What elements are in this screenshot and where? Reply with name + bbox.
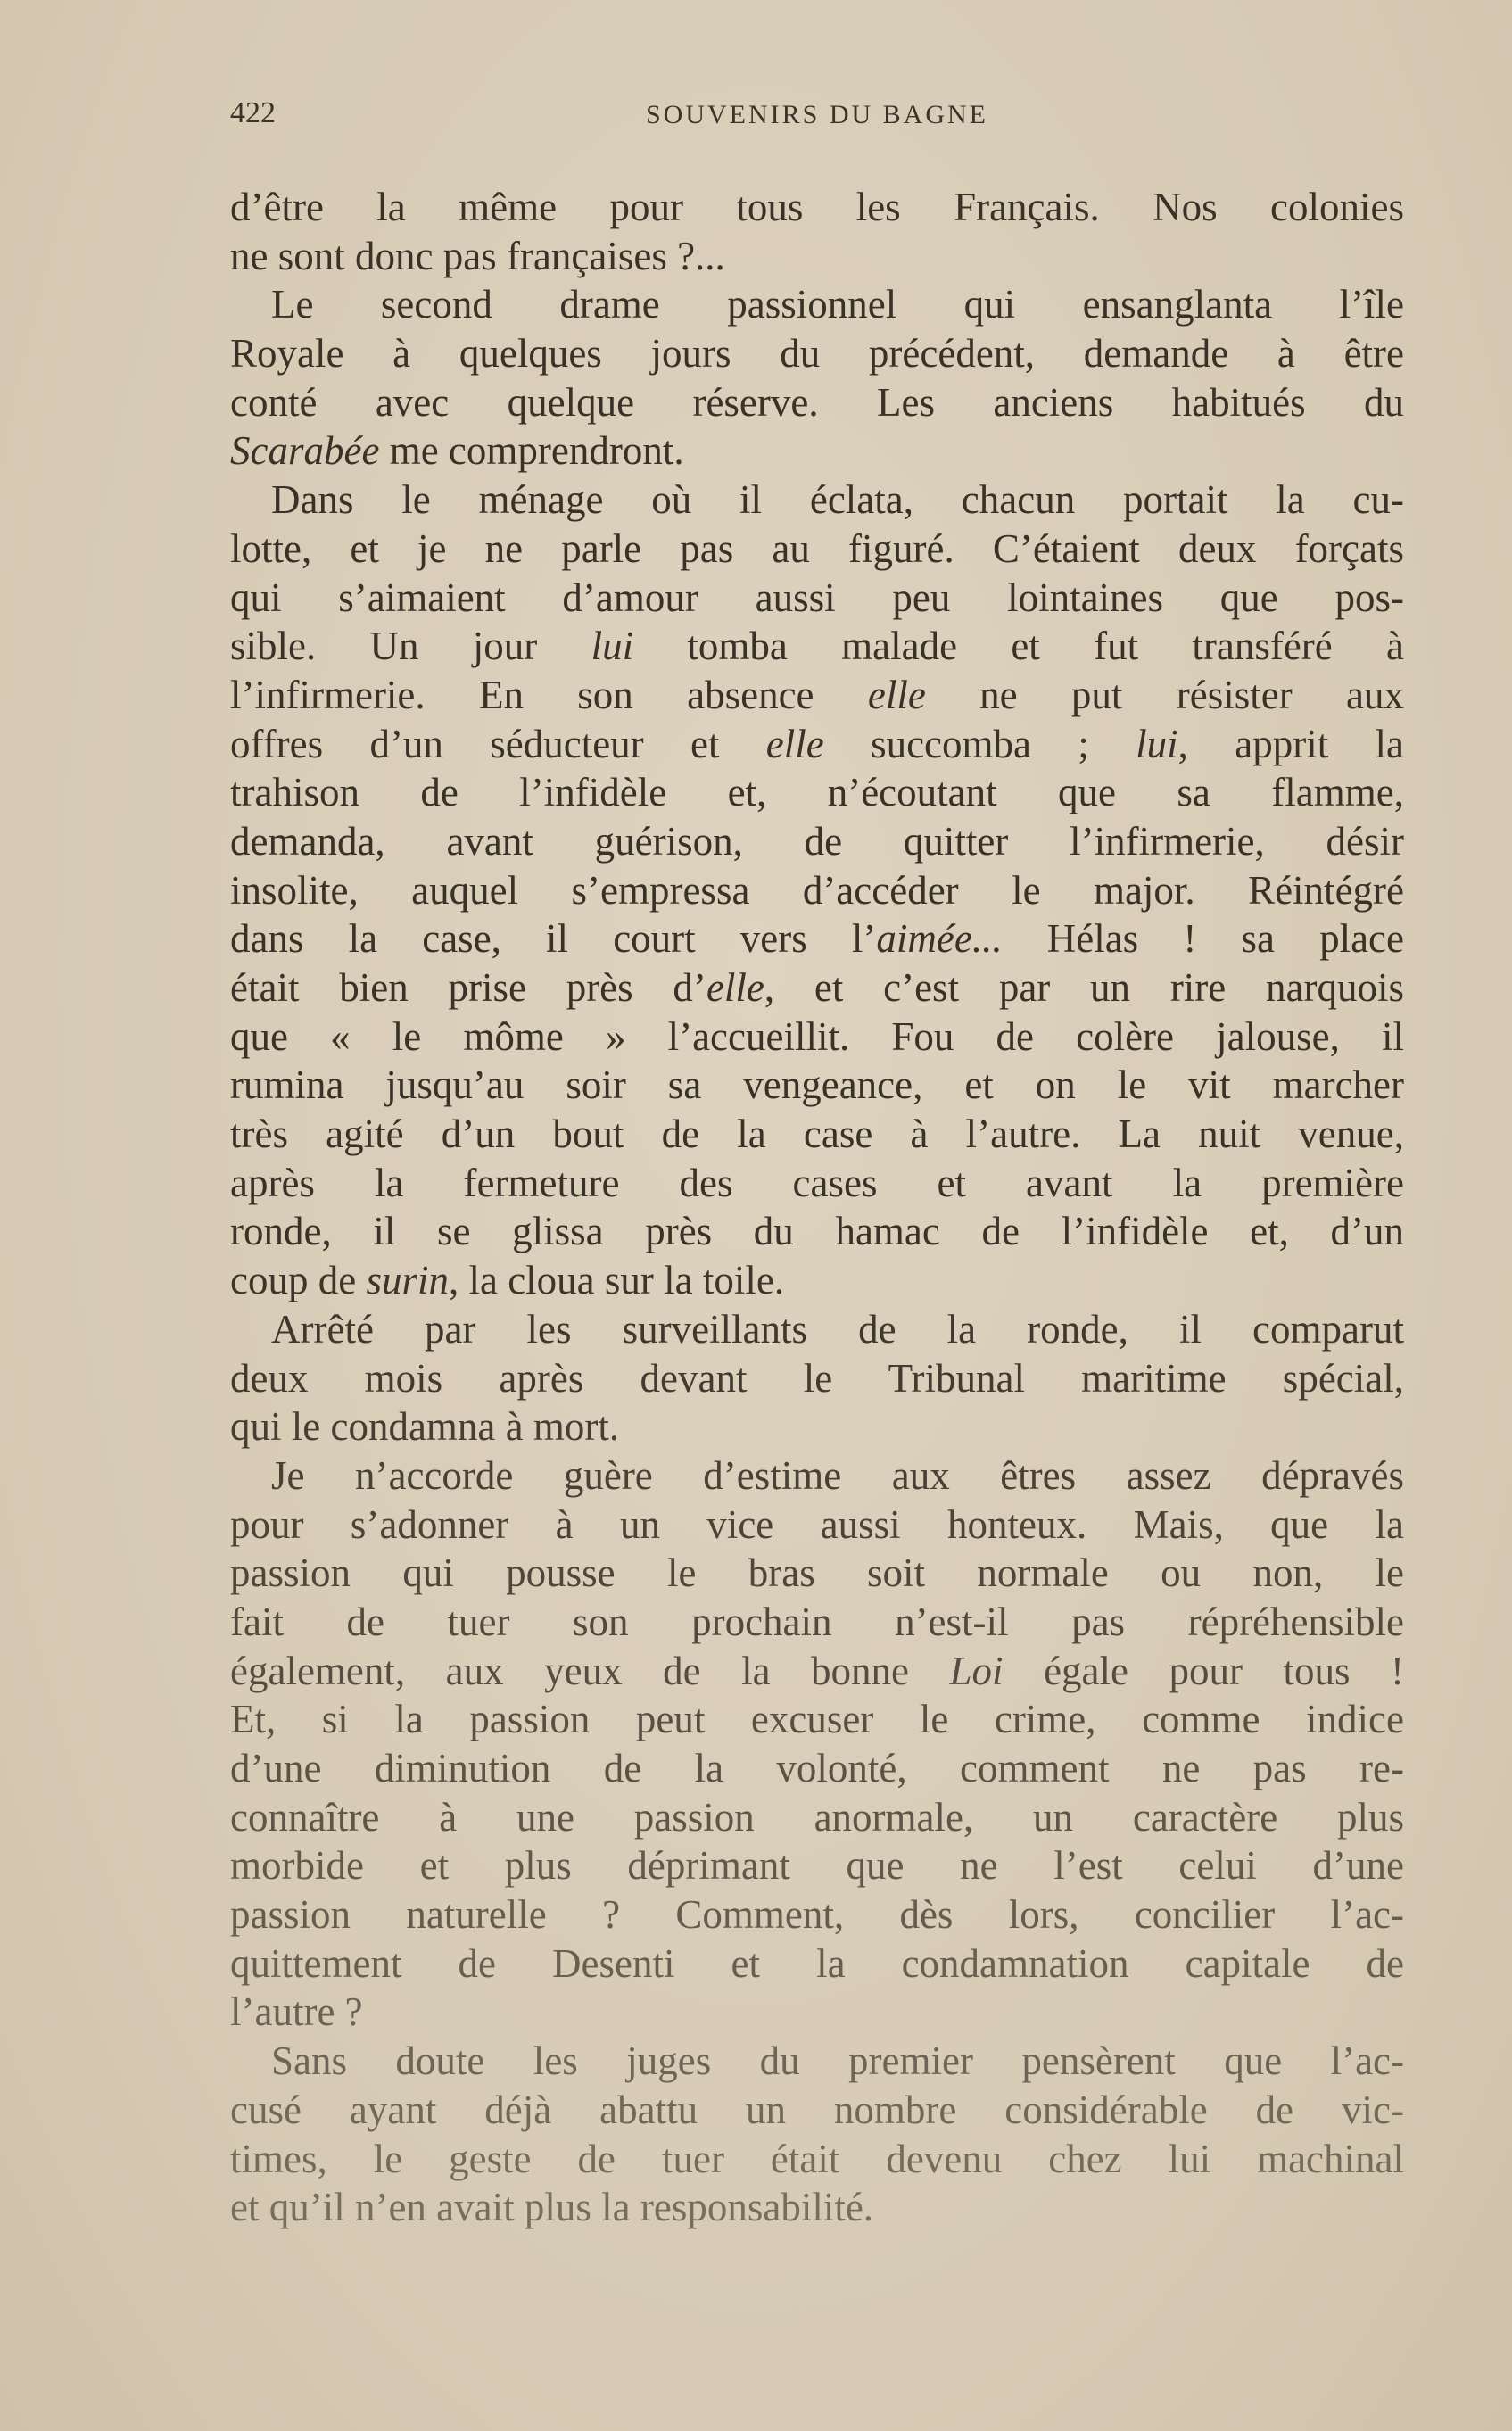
text-segment: dans la case, il court vers l’: [230, 916, 877, 962]
text-segment: rumina jusqu’au soir sa vengeance, et on le vit marcher: [230, 1063, 1404, 1108]
italic-text: elle: [765, 721, 824, 766]
italic-text: lui: [591, 624, 634, 669]
text-line: [230, 378, 1404, 427]
text-line: [230, 1793, 1404, 1842]
text-line: [230, 1501, 1404, 1550]
text-line: [230, 1890, 1404, 1939]
text-line: [230, 1549, 1404, 1598]
text-segment: fait de tuer son prochain n’est-il pas répréhensible: [230, 1599, 1404, 1644]
text-segment: que « le môme » l’accueillit. Fou de colère jalouse, il: [230, 1013, 1404, 1059]
text-segment: après la fermeture des cases et avant la première: [230, 1160, 1404, 1205]
text-segment: connaître à une passion anormale, un caractère plus: [230, 1794, 1404, 1840]
text-line: [230, 1061, 1404, 1110]
text-segment: d’une diminution de la volonté, comment ne pas re-: [230, 1746, 1404, 1790]
text-line: [230, 475, 1404, 525]
text-segment: ne put résister aux: [925, 672, 1404, 717]
text-line: [230, 622, 1404, 671]
text-segment: passion naturelle ? Comment, dès lors, concilier l’ac-: [230, 1892, 1404, 1938]
text-line: [230, 720, 1404, 769]
text-segment: conté avec quelque réserve. Les anciens habitués du: [230, 379, 1404, 425]
text-segment: coup de: [230, 1258, 367, 1303]
text-line: [230, 1159, 1404, 1208]
text-line: [230, 2183, 1404, 2232]
text-segment: d’être la même pour tous les Français. Nos colonies: [230, 185, 1404, 229]
text-segment: , et c’est par un rire narquois: [764, 965, 1404, 1010]
text-segment: quittement de Desenti et la condamnation capitale de: [230, 1940, 1404, 1986]
text-line: [230, 1354, 1404, 1403]
text-segment: deux mois après devant le Tribunal maritime spécial,: [230, 1355, 1404, 1401]
text-line: [230, 1207, 1404, 1256]
text-line: [230, 671, 1404, 720]
text-segment: très agité d’un bout de la case à l’autre. La nuit venue,: [230, 1112, 1404, 1157]
text-line: [230, 1451, 1404, 1501]
body-text: [230, 183, 1404, 2232]
page-number: 422: [230, 96, 276, 129]
text-segment: lotte, et je ne parle pas au figuré. C’étaient deux forçats: [230, 525, 1404, 571]
text-line: [230, 2037, 1404, 2086]
text-segment: Royale à quelques jours du précédent, demande à être: [230, 331, 1404, 376]
text-line: [230, 1647, 1404, 1696]
text-segment: Hélas ! sa place: [1002, 916, 1404, 962]
text-line: [230, 914, 1404, 963]
text-segment: demanda, avant guérison, de quitter l’infirmerie, désir: [230, 818, 1404, 864]
text-segment: également, aux yeux de la bonne: [230, 1648, 950, 1693]
text-segment: morbide et plus déprimant que ne l’est celui d’une: [230, 1843, 1404, 1889]
text-line: [230, 1110, 1404, 1159]
text-segment: Dans le ménage où il éclata, chacun portait la cu-: [271, 477, 1404, 523]
text-segment: , la cloua sur la toile.: [448, 1258, 785, 1303]
running-title: SOUVENIRS DU BAGNE: [645, 100, 988, 129]
text-segment: Arrêté par les surveillants de la ronde, il comparut: [271, 1306, 1404, 1352]
text-line: [230, 1013, 1404, 1062]
text-line: [230, 1598, 1404, 1647]
text-line: [230, 866, 1404, 915]
text-segment: succomba ;: [823, 721, 1136, 766]
text-segment: Je n’accorde guère d’estime aux êtres assez dépravés: [271, 1452, 1404, 1498]
text-line: [230, 232, 1404, 281]
text-line: [230, 1402, 1404, 1451]
italic-text: Loi: [949, 1648, 1004, 1693]
text-segment: sible. Un jour: [230, 624, 591, 669]
italic-text: Scarabée: [230, 428, 380, 474]
text-segment: l’autre ?: [230, 1989, 363, 2035]
text-line: [230, 329, 1404, 378]
text-segment: ne sont donc pas françaises ?...: [230, 233, 725, 278]
text-segment: passion qui pousse le bras soit normale ou non, le: [230, 1550, 1404, 1596]
italic-text: elle: [706, 965, 764, 1010]
text-segment: trahison de l’infidèle et, n’écoutant que sa flamme,: [230, 770, 1404, 815]
text-segment: Le second drame passionnel qui ensanglanta l’île: [271, 282, 1404, 327]
text-segment: , apprit la: [1177, 721, 1404, 766]
text-line: [230, 1256, 1404, 1305]
text-line: [230, 525, 1404, 574]
italic-text: elle: [867, 672, 926, 717]
text-line: [230, 183, 1404, 232]
text-segment: tomba malade et fut transféré à: [633, 624, 1404, 669]
text-segment: Sans doute les juges du premier pensèrent que l’ac-: [271, 2038, 1404, 2084]
text-segment: times, le geste de tuer était devenu chez lui machinal: [230, 2136, 1404, 2181]
text-line: [230, 1695, 1404, 1744]
text-line: [230, 2086, 1404, 2135]
text-segment: insolite, auquel s’empressa d’accéder le major. Réintégré: [230, 867, 1404, 913]
italic-text: aimée...: [876, 916, 1003, 962]
text-line: [230, 1939, 1404, 1989]
text-line: [230, 1988, 1404, 2037]
text-segment: ronde, il se glissa près du hamac de l’infidèle et, d’un: [230, 1209, 1404, 1254]
text-segment: Et, si la passion peut excuser le crime, comme indice: [230, 1697, 1404, 1742]
text-segment: était bien prise près d’: [230, 965, 706, 1010]
text-segment: offres d’un séducteur et: [230, 721, 766, 766]
text-segment: l’infirmerie. En son absence: [230, 672, 868, 717]
text-segment: cusé ayant déjà abattu un nombre considérable de vic-: [230, 2087, 1404, 2132]
text-line: [230, 963, 1404, 1013]
text-line: [230, 1841, 1404, 1890]
text-line: [230, 1744, 1404, 1793]
text-segment: qui le condamna à mort.: [230, 1404, 620, 1450]
text-line: [230, 574, 1404, 623]
text-segment: égale pour tous !: [1003, 1648, 1404, 1693]
text-line: [230, 768, 1404, 817]
italic-text: lui: [1136, 721, 1178, 766]
text-line: [230, 2135, 1404, 2184]
text-line: [230, 817, 1404, 866]
running-head: [230, 96, 1404, 141]
text-segment: me comprendront.: [379, 428, 684, 474]
text-segment: et qu’il n’en avait plus la responsabilité.: [230, 2185, 874, 2230]
italic-text: surin: [366, 1258, 449, 1303]
text-line: [230, 426, 1404, 475]
text-segment: pour s’adonner à un vice aussi honteux. Mais, que la: [230, 1501, 1404, 1547]
text-line: [230, 280, 1404, 329]
text-segment: qui s’aimaient d’amour aussi peu lointaines que pos-: [230, 575, 1404, 620]
text-line: [230, 1305, 1404, 1354]
